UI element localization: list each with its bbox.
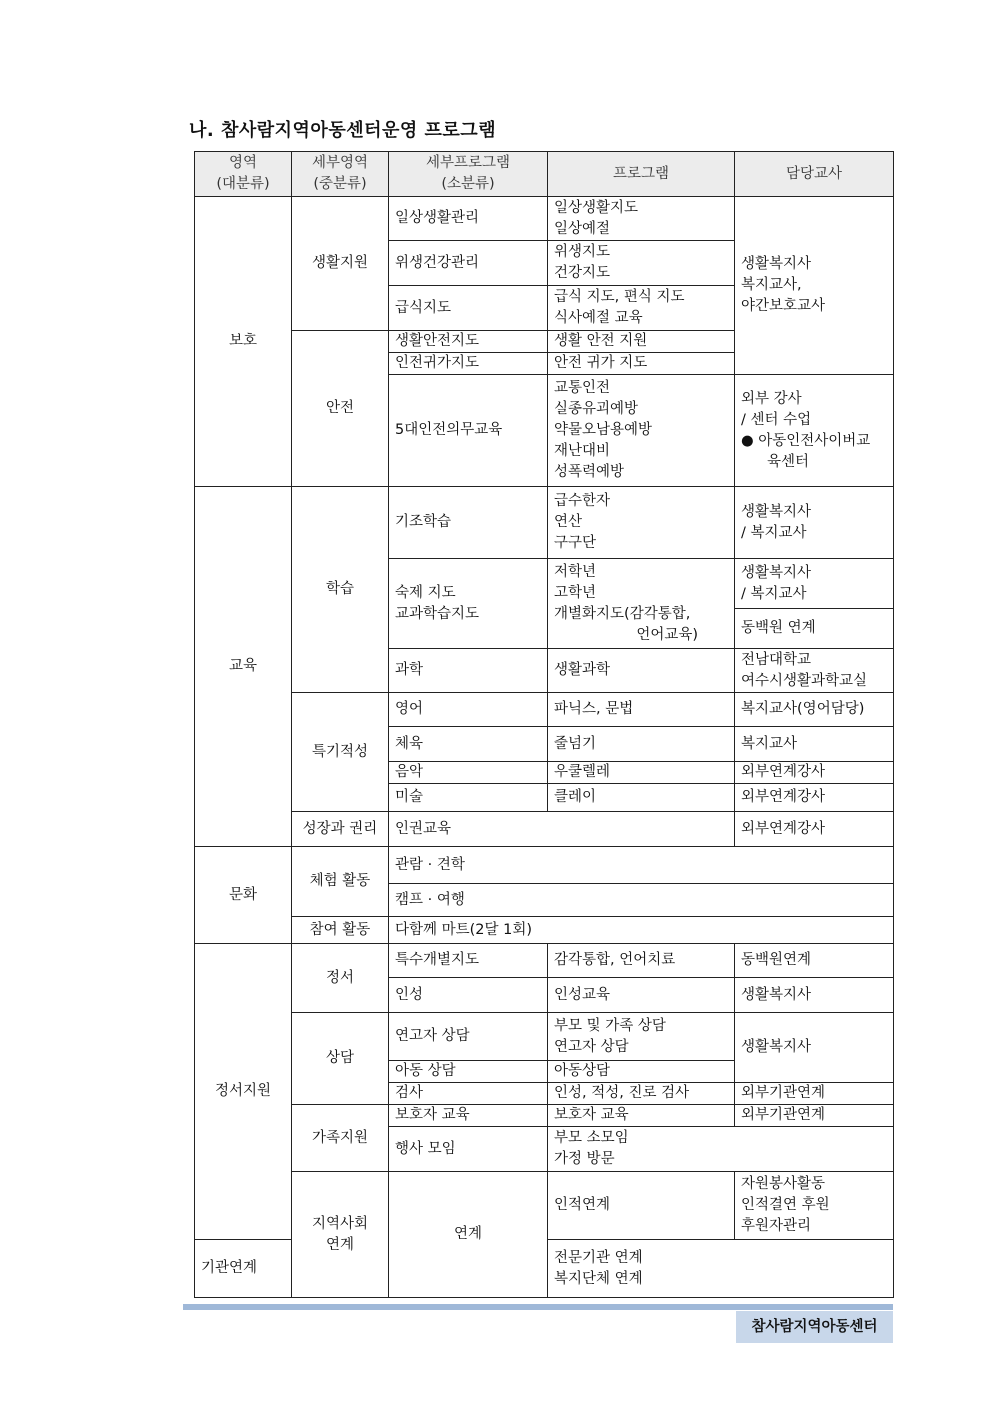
sub-area-safety: 안전 (292, 331, 389, 487)
sub-program-human: 인적연계 (548, 1172, 735, 1240)
program-mart: 다함께 마트(2달 1회) (389, 917, 894, 944)
program-line: 실종유괴예방 (554, 401, 639, 417)
sub-area-participation: 참여 활동 (292, 917, 389, 944)
sub-program-music: 음악 (389, 762, 548, 784)
area-community (292, 1172, 389, 1298)
teacher-art: 외부연계강사 (735, 784, 894, 812)
teacher-basic (735, 487, 894, 559)
teacher-bullet-line: ● 아동인전사이버교 (741, 432, 871, 449)
sub-program-guardian: 보호자 교육 (389, 1105, 548, 1127)
program-line: 급수한자 (554, 493, 611, 509)
header-program: 프로그램 (548, 152, 735, 197)
header-row (195, 152, 894, 197)
program-line: 급식 지도, 편식 지도 (554, 289, 685, 305)
program-guardian: 보호자 교육 (548, 1105, 735, 1127)
sub-area-growth: 성장과 권리 (292, 812, 389, 847)
program-line: 가정 방문 (554, 1151, 615, 1167)
table-row (195, 917, 894, 944)
header-sub-area-line1: 세부영역 (311, 155, 369, 171)
table-row (195, 1172, 894, 1240)
program-event (548, 1127, 894, 1172)
area-culture: 문화 (195, 847, 292, 944)
header-sub-area (292, 152, 389, 197)
table-row (195, 693, 894, 727)
teacher-line: / 복지교사 (741, 585, 807, 602)
program-line: 식사예절 교육 (554, 310, 643, 326)
program-table (194, 151, 894, 1298)
sub-area-link: 연계 (389, 1172, 548, 1298)
teacher-line: 여수시생활과학교실 (741, 672, 868, 689)
sub-program-five-safety: 5대인전의무교육 (389, 375, 548, 487)
program-growth: 인권교육 (389, 812, 735, 847)
program-english: 파닉스, 문법 (548, 693, 735, 727)
teacher-growth: 외부연계강사 (735, 812, 894, 847)
teacher-pe: 복지교사 (735, 727, 894, 762)
header-sub-area-line2: (중분류) (313, 176, 367, 192)
program-line: 일상예절 (554, 220, 611, 237)
area-line: 지역사회 (311, 1215, 369, 1232)
sub-area-talent: 특기적성 (292, 693, 389, 812)
program-human (735, 1172, 894, 1240)
table-row (195, 1013, 894, 1061)
teacher-counsel: 생활복지사 (735, 1013, 894, 1083)
program-line: 일상생활지도 (554, 199, 639, 216)
program-line: 언어교육) (636, 626, 698, 643)
area-emotional: 정서지원 (195, 944, 292, 1240)
program-line: 자원봉사활동 (741, 1176, 826, 1192)
program-life-safety: 생활 안전 지원 (548, 331, 735, 353)
program-line: 저학년 (554, 563, 597, 580)
area-line: 연계 (325, 1236, 354, 1253)
program-test: 인성, 적성, 진로 검사 (548, 1083, 735, 1105)
teacher-safety (735, 375, 894, 487)
program-camp: 캠프 · 여행 (389, 884, 894, 917)
teacher-character: 생활복지사 (735, 978, 894, 1013)
header-area-line1: 영역 (228, 155, 257, 171)
program-line: 재난대비 (554, 443, 611, 459)
teacher-bullet-line: 육센터 (767, 453, 810, 470)
teacher-line: 복지교사, (741, 277, 802, 293)
program-line: 부모 소모임 (554, 1130, 629, 1146)
sub-area-life-support: 생활지원 (292, 197, 389, 331)
program-science: 생활과학 (548, 649, 735, 693)
teacher-line: 생활복지사 (741, 564, 812, 581)
header-teacher: 담당교사 (735, 152, 894, 197)
program-daily (548, 197, 735, 241)
teacher-line: / 센터 수업 (741, 411, 812, 428)
program-related (548, 1013, 735, 1061)
teacher-line: 야간보호교사 (741, 298, 826, 314)
header-area (195, 152, 292, 197)
header-area-line2: (대분류) (216, 176, 270, 192)
program-line: 약물오남용예방 (554, 422, 653, 438)
table-row (195, 197, 894, 241)
sub-program-homework (389, 559, 548, 649)
table-row (195, 847, 894, 884)
program-line: 개별화지도(감각통합, (554, 605, 691, 622)
program-line: 부모 및 가족 상담 (554, 1017, 666, 1034)
program-line: 인적결연 후원 (741, 1197, 830, 1213)
program-line: 연고자 상담 (554, 1038, 629, 1055)
teacher-test: 외부기관연계 (735, 1083, 894, 1105)
program-line: 고학년 (554, 584, 597, 601)
teacher-music: 외부연계강사 (735, 762, 894, 784)
teacher-guardian: 외부기관연계 (735, 1105, 894, 1127)
footer-bar (183, 1304, 893, 1310)
sub-program-art: 미술 (389, 784, 548, 812)
area-protection: 보호 (195, 197, 292, 487)
table-row (195, 812, 894, 847)
sub-program-line: 숙제 지도 (395, 584, 456, 601)
sub-program-special: 특수개별지도 (389, 944, 548, 978)
sub-program-life-safety: 생활안전지도 (389, 331, 548, 353)
header-sub-program-line2: (소분류) (441, 176, 495, 192)
program-homework (548, 559, 735, 649)
program-meals (548, 286, 735, 331)
sub-program-english: 영어 (389, 693, 548, 727)
sub-program-related: 연고자 상담 (389, 1013, 548, 1061)
sub-program-child: 아동 상담 (389, 1061, 548, 1083)
program-tour: 관람 · 견학 (389, 847, 894, 884)
sub-program-meals: 급식지도 (389, 286, 548, 331)
program-special: 감각통합, 언어치료 (548, 944, 735, 978)
sub-program-character: 인성 (389, 978, 548, 1013)
program-child: 아동상담 (548, 1061, 735, 1083)
program-line: 성폭력예방 (554, 464, 625, 480)
teacher-line: 생활복지사 (741, 503, 812, 520)
program-five-safety (548, 375, 735, 487)
sub-program-test: 검사 (389, 1083, 548, 1105)
area-education: 교육 (195, 487, 292, 847)
program-music: 우쿨렐레 (548, 762, 735, 784)
program-line: 구구단 (554, 535, 597, 551)
table-row (195, 944, 894, 978)
teacher-line: 외부 강사 (741, 390, 802, 407)
table-row (195, 487, 894, 559)
teacher-line: 전남대학교 (741, 651, 812, 668)
teacher-science (735, 649, 894, 693)
program-institution (548, 1240, 894, 1298)
footer-label: 참사람지역아동센터 (736, 1311, 893, 1343)
sub-area-counsel: 상담 (292, 1013, 389, 1105)
sub-area-study: 학습 (292, 487, 389, 693)
teacher-special: 동백원연계 (735, 944, 894, 978)
sub-program-pe: 체육 (389, 727, 548, 762)
program-line: 연산 (554, 514, 583, 530)
sub-program-home-safety: 인전귀가지도 (389, 353, 548, 375)
sub-program-hygiene: 위생건강관리 (389, 241, 548, 286)
program-basic (548, 487, 735, 559)
teacher-line: / 복지교사 (741, 524, 807, 541)
sub-program-line: 교과학습지도 (395, 605, 480, 622)
program-line: 교통인전 (554, 380, 611, 396)
sub-program-daily: 일상생활관리 (389, 197, 548, 241)
program-line: 전문기관 연계 (554, 1249, 643, 1266)
section-title: 나. 참사람지역아동센터운영 프로그램 (189, 120, 497, 141)
teacher-english: 복지교사(영어담당) (735, 693, 894, 727)
sub-program-institution: 기관연계 (195, 1240, 292, 1298)
teacher-homework-b: 동백원 연계 (735, 609, 894, 649)
program-line: 후원자관리 (741, 1218, 812, 1234)
teacher-homework-a (735, 559, 894, 609)
program-art: 클레이 (548, 784, 735, 812)
program-line: 복지단체 연계 (554, 1270, 643, 1287)
sub-program-science: 과학 (389, 649, 548, 693)
sub-program-basic: 기조학습 (389, 487, 548, 559)
sub-area-emotion: 정서 (292, 944, 389, 1013)
program-character: 인성교육 (548, 978, 735, 1013)
program-line: 건강지도 (554, 265, 611, 281)
program-hygiene (548, 241, 735, 286)
teacher-line: 생활복지사 (741, 256, 812, 272)
sub-program-event: 행사 모임 (389, 1127, 548, 1172)
teacher-life-support (735, 197, 894, 375)
header-sub-program-line1: 세부프로그램 (425, 155, 511, 171)
sub-area-experience: 체험 활동 (292, 847, 389, 917)
program-pe: 줄넘기 (548, 727, 735, 762)
program-line: 위생지도 (554, 244, 611, 260)
header-sub-program (389, 152, 548, 197)
program-home-safety: 안전 귀가 지도 (548, 353, 735, 375)
sub-area-family: 가족지원 (292, 1105, 389, 1172)
table-row (195, 1105, 894, 1127)
